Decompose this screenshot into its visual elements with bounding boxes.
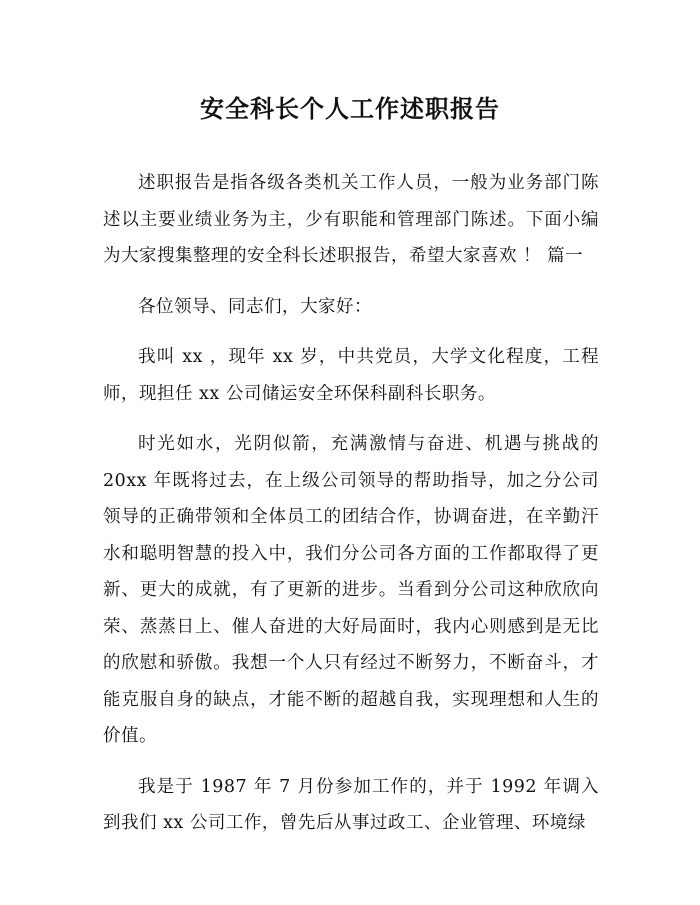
document-body bbox=[103, 165, 599, 856]
paragraph-intro: 述职报告是指各级各类机关工作人员，一般为业务部门陈述以主要业绩业务为主，少有职能和管理部门陈述。下面小编为大家搜集整理的安全科长述职报告，希望大家喜欢 ！ 篇一 bbox=[103, 173, 599, 266]
paragraph-self-intro: 我叫 xx ，现年 xx 岁，中共党员，大学文化程度，工程师，现担任 xx 公司储运安全环保科副科长职务。 bbox=[103, 347, 599, 404]
document-title: 安全科长个人工作述职报告 bbox=[200, 94, 500, 123]
paragraph-year-review: 时光如水，光阴似箭，充满激情与奋进、机遇与挑战的 20xx 年既将过去，在上级公司领导的帮助指导，加之分公司领导的正确带领和全体员工的团结合作，协调奋进，在辛勤汗水和聪明智慧的投入中，我们分公司各方面的工作都取得了更新、更大的成就，有了更新的进步。当看到分公司这种欣欣向荣、蒸蒸日上、催人奋进的大好局面时，我内心则感到是无比的欣慰和骄傲。我想一个人只有经过不断努力，不断奋斗，才能克服自身的缺点，才能不断的超越自我，实现理想和人生的价值。 bbox=[103, 434, 599, 746]
paragraph-work-history: 我是于 1987 年 7 月份参加工作的，并于 1992 年调入到我们 xx 公司工作，曾先后从事过政工、企业管理、环境绿 bbox=[103, 776, 599, 833]
paragraph-greeting: 各位领导、同志们，大家好： bbox=[138, 296, 372, 317]
